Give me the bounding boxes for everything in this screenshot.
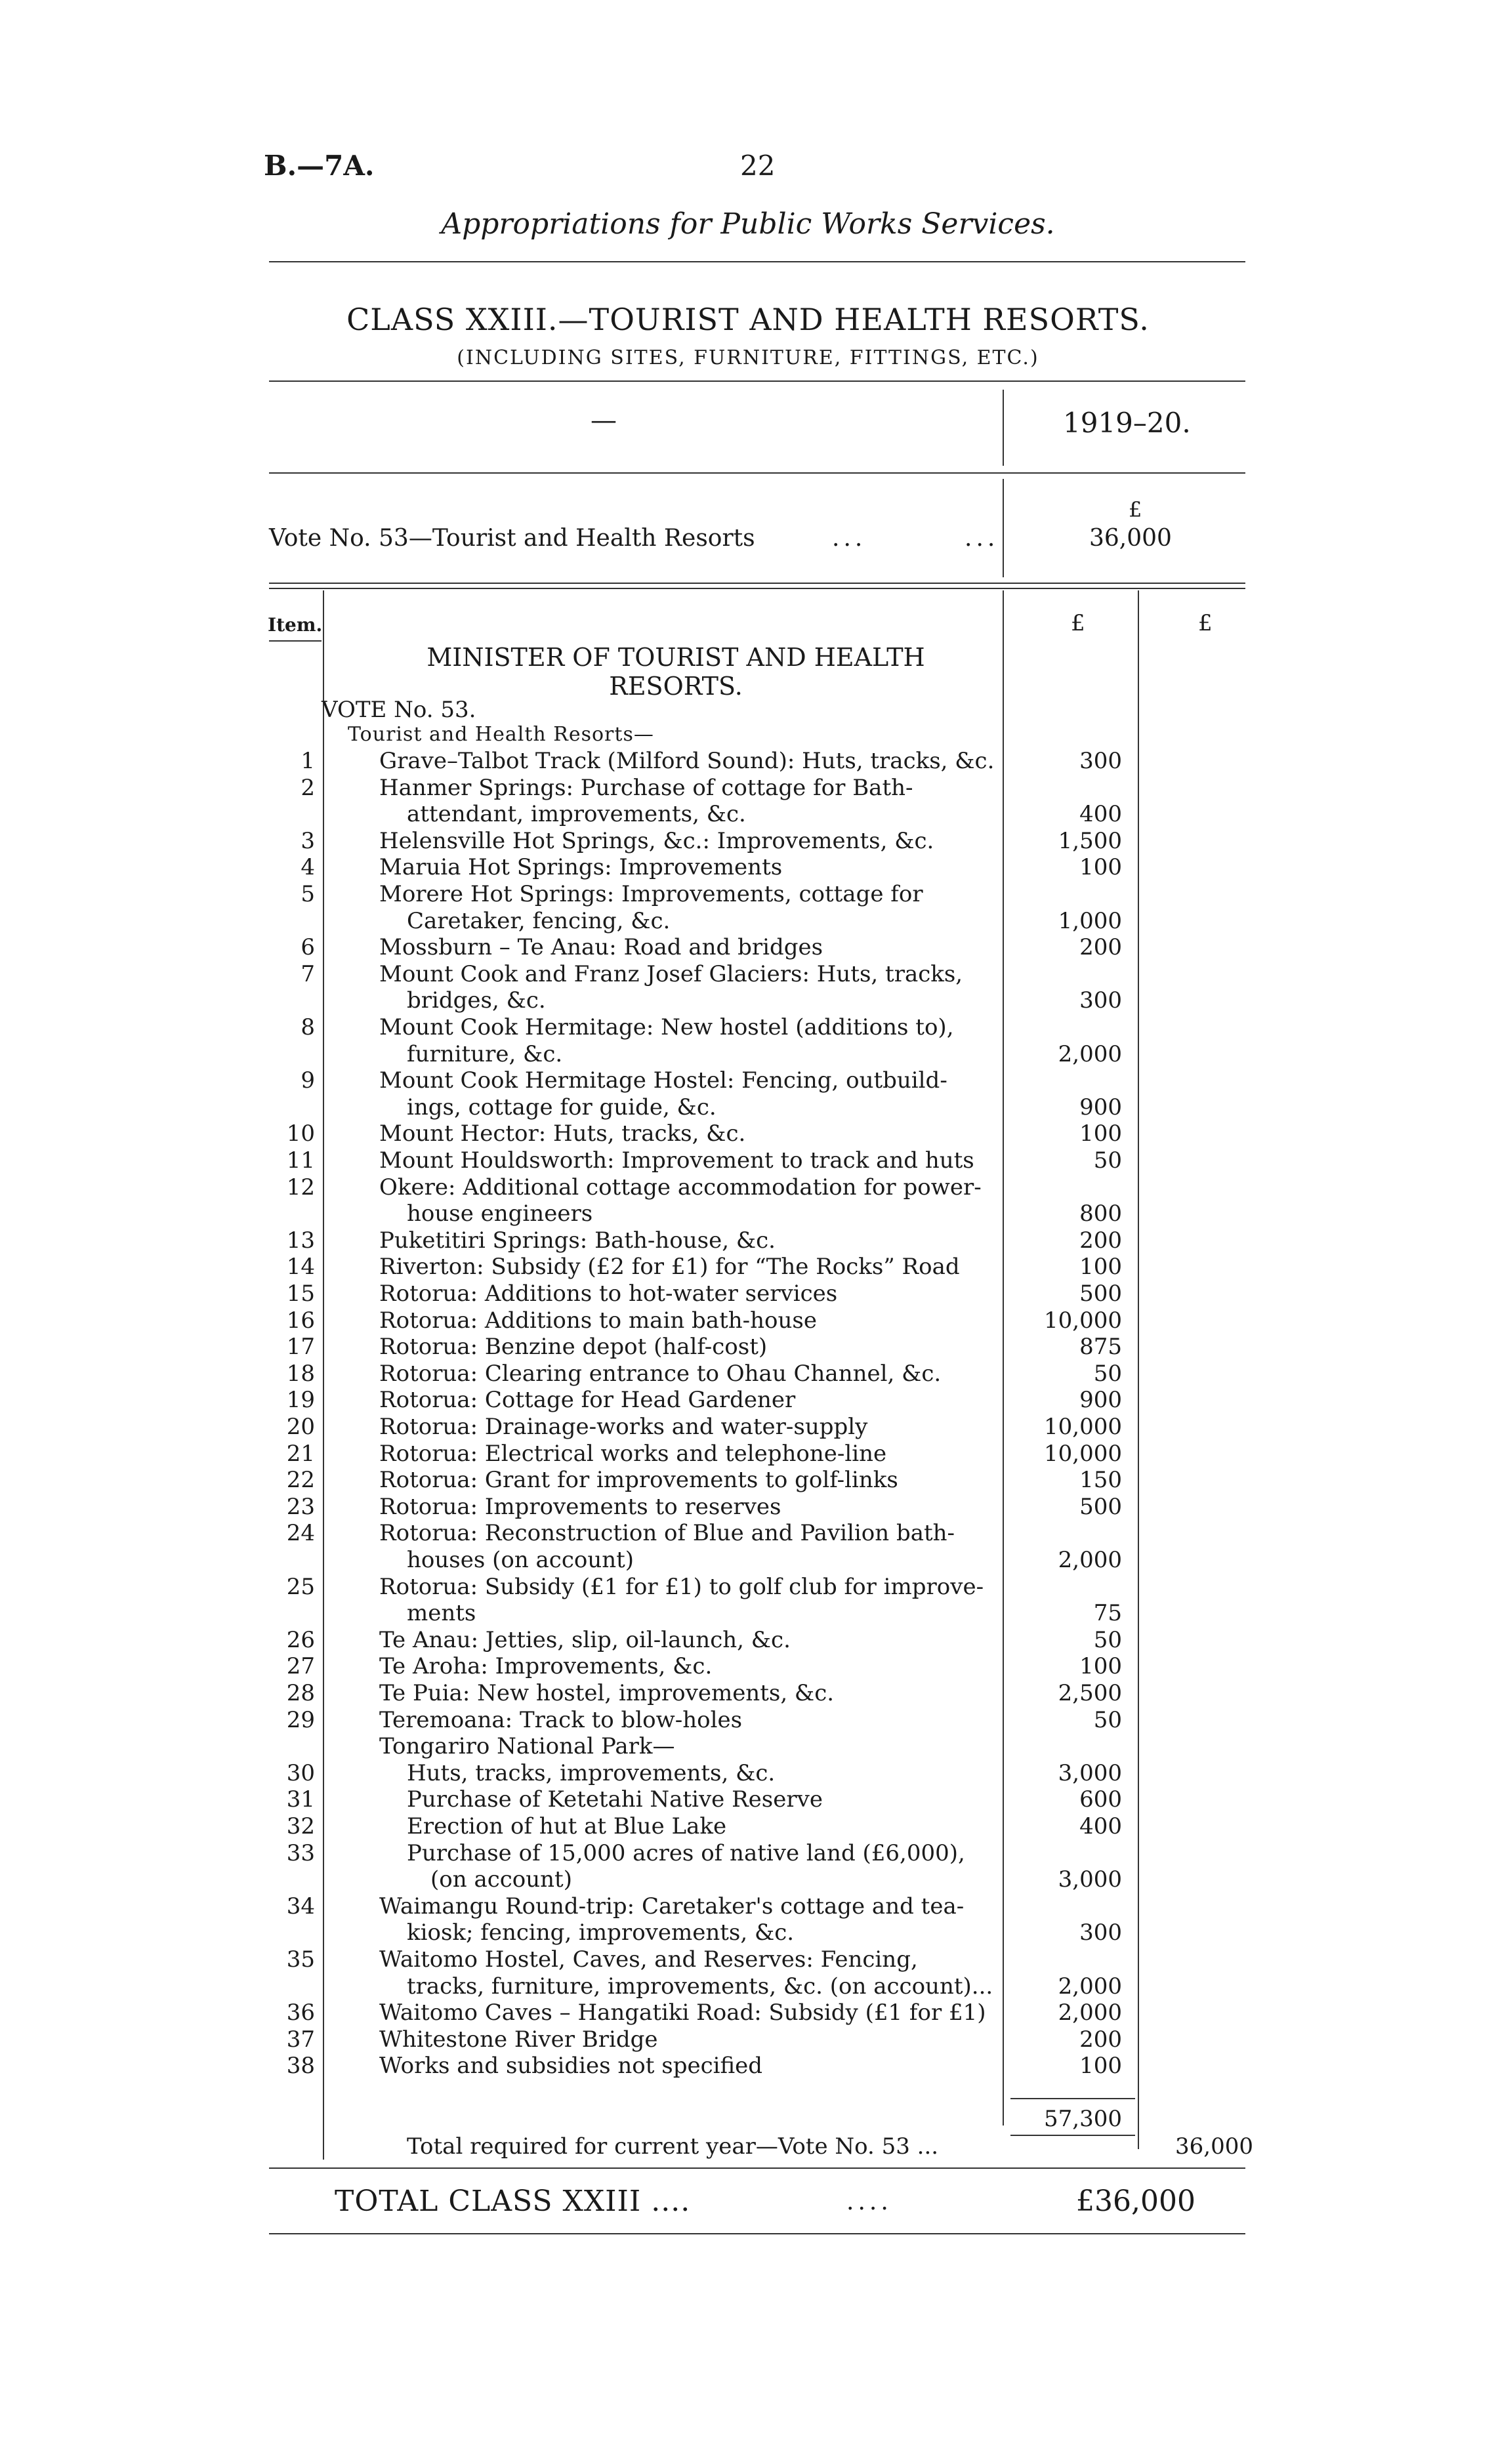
item-amount: 500 [1079, 1281, 1122, 1307]
item-description: Rotorua: Reconstruction of Blue and Pavilion bath- [379, 1520, 955, 1547]
item-number: 9 [301, 1067, 315, 1094]
item-description: houses (on account) [407, 1547, 634, 1573]
item-description: bridges, &c. [407, 987, 546, 1014]
item-description: Rotorua: Additions to hot-water services [379, 1281, 838, 1307]
item-description: Caretaker, fencing, &c. [407, 907, 671, 934]
total-label: Total required for current year—Vote No. 53 ... [407, 2133, 939, 2160]
item-description: Hanmer Springs: Purchase of cottage for Bath- [379, 774, 913, 801]
leader-dots: ... [832, 525, 867, 552]
item-number: 19 [286, 1387, 315, 1414]
item-amount: 1,000 [1058, 907, 1122, 934]
item-description: Mount Houldsworth: Improvement to track and huts [379, 1147, 974, 1174]
item-amount: 10,000 [1044, 1307, 1122, 1334]
item-description: Purchase of Ketetahi Native Reserve [407, 1786, 823, 1813]
item-description: Rotorua: Additions to main bath-house [379, 1307, 817, 1334]
total-amount: 36,000 [1175, 2133, 1253, 2160]
item-number: 27 [286, 1653, 315, 1680]
item-description: Waimangu Round-trip: Caretaker's cottage and tea- [379, 1893, 965, 1920]
item-amount: 150 [1079, 1467, 1122, 1494]
item-amount: 2,000 [1058, 1040, 1122, 1067]
item-description: Helensville Hot Springs, &c.: Improvements, &c. [379, 827, 934, 854]
item-number: 37 [286, 2026, 315, 2053]
item-amount: 300 [1079, 987, 1122, 1014]
item-amount: 900 [1079, 1387, 1122, 1414]
item-amount: 300 [1079, 1920, 1122, 1946]
item-number: 14 [286, 1254, 315, 1281]
minister-heading-line: MINISTER OF TOURIST AND HEALTH [426, 643, 925, 672]
item-description: Te Puia: New hostel, improvements, &c. [379, 1680, 835, 1706]
item-number: 26 [286, 1626, 315, 1653]
item-amount: 75 [1093, 1600, 1122, 1627]
column-divider [1003, 479, 1004, 577]
leader-dots: ... [965, 525, 999, 552]
item-amount: 600 [1079, 1786, 1122, 1813]
currency-label: £ [1129, 497, 1142, 522]
class-subtitle: (INCLUDING SITES, FURNITURE, FITTINGS, ETC.) [457, 346, 1039, 369]
item-description: Teremoana: Track to blow-holes [379, 1706, 743, 1733]
item-amount: 800 [1079, 1201, 1122, 1227]
item-description: Rotorua: Grant for improvements to golf-links [379, 1467, 898, 1494]
item-column-header: Item. [268, 614, 323, 636]
item-number: 7 [301, 960, 315, 987]
rule [269, 2167, 1245, 2169]
item-number: 36 [286, 2000, 315, 2026]
vote-amount: 36,000 [1089, 525, 1172, 552]
grand-total-amount: £36,000 [1076, 2185, 1195, 2218]
currency-label: £ [1071, 610, 1085, 636]
item-amount: 100 [1079, 1254, 1122, 1281]
item-description: Mount Cook Hermitage: New hostel (additions to), [379, 1014, 954, 1040]
item-description: Te Aroha: Improvements, &c. [379, 1653, 713, 1680]
item-number: 17 [286, 1334, 315, 1361]
item-description: Huts, tracks, improvements, &c. [407, 1759, 776, 1786]
column-divider [1003, 590, 1004, 2125]
item-number: 12 [286, 1174, 315, 1201]
item-number: 18 [286, 1360, 315, 1387]
rule [269, 380, 1245, 382]
item-number: 13 [286, 1227, 315, 1254]
item-amount: 300 [1079, 748, 1122, 774]
item-number: 20 [286, 1414, 315, 1440]
item-amount: 875 [1079, 1334, 1122, 1361]
column-divider [323, 590, 324, 2160]
item-description: Grave–Talbot Track (Milford Sound): Huts, tracks, &c. [379, 748, 995, 774]
item-amount: 500 [1079, 1493, 1122, 1520]
item-description: Waitomo Hostel, Caves, and Reserves: Fencing, [379, 1946, 918, 1973]
item-number: 16 [286, 1307, 315, 1334]
item-amount: 100 [1079, 1120, 1122, 1147]
item-number: 11 [286, 1147, 315, 1174]
item-description: kiosk; fencing, improvements, &c. [407, 1920, 795, 1946]
item-description: Waitomo Caves – Hangatiki Road: Subsidy (£1 for £1) [379, 2000, 986, 2026]
rule [269, 588, 1245, 589]
item-amount: 50 [1093, 1706, 1122, 1733]
item-description: house engineers [407, 1201, 593, 1227]
summary-dash: — [591, 405, 617, 436]
page-title: Appropriations for Public Works Services. [441, 207, 1055, 241]
rule [269, 583, 1245, 584]
vote-number: VOTE No. 53. [322, 697, 476, 723]
item-description: Rotorua: Subsidy (£1 for £1) to golf club for improve- [379, 1573, 984, 1600]
item-number: 21 [286, 1440, 315, 1467]
item-number: 10 [286, 1120, 315, 1147]
item-description: ings, cottage for guide, &c. [407, 1094, 717, 1120]
subtotal-amount: 57,300 [1044, 2106, 1122, 2132]
item-description: Whitestone River Bridge [379, 2026, 658, 2053]
item-description: Works and subsidies not specified [379, 2053, 763, 2080]
item-amount: 100 [1079, 854, 1122, 881]
item-number: 29 [286, 1706, 315, 1733]
item-number: 33 [286, 1839, 315, 1866]
item-description: Mount Hector: Huts, tracks, &c. [379, 1120, 746, 1147]
minister-heading-line: RESORTS. [609, 672, 743, 701]
item-amount: 100 [1079, 2053, 1122, 2080]
item-amount: 2,000 [1058, 1973, 1122, 2000]
subheading: Tourist and Health Resorts— [348, 723, 654, 746]
item-description: Mount Cook and Franz Josef Glaciers: Huts, tracks, [379, 960, 963, 987]
item-amount: 2,500 [1058, 1680, 1122, 1706]
item-number: 6 [301, 934, 315, 961]
year-header: 1919–20. [1063, 407, 1191, 439]
rule [269, 640, 322, 642]
item-amount: 400 [1079, 801, 1122, 828]
class-title: CLASS XXIII.—TOURIST AND HEALTH RESORTS. [346, 302, 1150, 337]
vote-label: Vote No. 53—Tourist and Health Resorts [269, 525, 755, 552]
column-divider [1003, 390, 1004, 466]
item-description: Morere Hot Springs: Improvements, cottage for [379, 881, 923, 907]
item-number: 30 [286, 1759, 315, 1786]
item-amount: 200 [1079, 2026, 1122, 2053]
item-number: 31 [286, 1786, 315, 1813]
item-amount: 50 [1093, 1147, 1122, 1174]
item-number: 35 [286, 1946, 315, 1973]
item-number: 32 [286, 1813, 315, 1839]
item-description: Maruia Hot Springs: Improvements [379, 854, 783, 881]
minister-heading [381, 643, 971, 701]
item-description: attendant, improvements, &c. [407, 801, 746, 828]
rule [269, 472, 1245, 474]
item-amount: 10,000 [1044, 1414, 1122, 1440]
item-amount: 200 [1079, 1227, 1122, 1254]
item-amount: 200 [1079, 934, 1122, 961]
item-description: Riverton: Subsidy (£2 for £1) for “The Rocks” Road [379, 1254, 960, 1281]
item-number: 25 [286, 1573, 315, 1600]
item-amount: 100 [1079, 1653, 1122, 1680]
item-amount: 50 [1093, 1626, 1122, 1653]
currency-label: £ [1198, 610, 1213, 636]
item-amount: 2,000 [1058, 2000, 1122, 2026]
item-description: Rotorua: Cottage for Head Gardener [379, 1387, 796, 1414]
item-amount: 10,000 [1044, 1440, 1122, 1467]
item-amount: 1,500 [1058, 827, 1122, 854]
item-number: 4 [301, 854, 315, 881]
item-description: Rotorua: Clearing entrance to Ohau Channel, &c. [379, 1360, 942, 1387]
item-description: tracks, furniture, improvements, &c. (on account)... [407, 1973, 993, 2000]
item-number: 8 [301, 1014, 315, 1040]
item-number: 2 [301, 774, 315, 801]
item-description: Okere: Additional cottage accommodation for power- [379, 1174, 982, 1201]
document-code: B.—7A. [264, 150, 375, 182]
item-number: 15 [286, 1281, 315, 1307]
item-amount: 2,000 [1058, 1547, 1122, 1573]
rule [1010, 2135, 1135, 2136]
item-description: Rotorua: Benzine depot (half-cost) [379, 1334, 768, 1361]
item-number: 3 [301, 827, 315, 854]
item-amount: 400 [1079, 1813, 1122, 1839]
item-number: 38 [286, 2053, 315, 2080]
item-number: 1 [301, 748, 315, 774]
item-description: Purchase of 15,000 acres of native land (£6,000), [407, 1839, 965, 1866]
item-amount: 3,000 [1058, 1866, 1122, 1893]
item-amount: 50 [1093, 1360, 1122, 1387]
item-description: Erection of hut at Blue Lake [407, 1813, 727, 1839]
item-amount: 3,000 [1058, 1759, 1122, 1786]
item-number: 28 [286, 1680, 315, 1706]
item-description: Rotorua: Electrical works and telephone-line [379, 1440, 887, 1467]
rule [1010, 2098, 1135, 2099]
item-description: Mossburn – Te Anau: Road and bridges [379, 934, 823, 961]
item-number: 22 [286, 1467, 315, 1494]
item-description: furniture, &c. [407, 1040, 563, 1067]
leader-dots: .... [846, 2188, 892, 2215]
grand-total-label: TOTAL CLASS XXIII .... [335, 2185, 691, 2218]
item-description: Rotorua: Drainage-works and water-supply [379, 1414, 868, 1440]
item-description: Te Anau: Jetties, slip, oil-launch, &c. [379, 1626, 791, 1653]
item-amount: 900 [1079, 1094, 1122, 1120]
item-number: 24 [286, 1520, 315, 1547]
item-number: 5 [301, 881, 315, 907]
item-number: 23 [286, 1493, 315, 1520]
item-number: 34 [286, 1893, 315, 1920]
item-description: Tongariro National Park— [379, 1733, 675, 1760]
rule [269, 2233, 1245, 2234]
rule [269, 261, 1245, 262]
item-description: Rotorua: Improvements to reserves [379, 1493, 781, 1520]
item-description: (on account) [430, 1866, 572, 1893]
column-divider [1138, 590, 1139, 2149]
item-description: Mount Cook Hermitage Hostel: Fencing, outbuild- [379, 1067, 947, 1094]
item-description: Puketitiri Springs: Bath-house, &c. [379, 1227, 776, 1254]
page-number: 22 [740, 150, 776, 182]
item-description: ments [407, 1600, 476, 1627]
